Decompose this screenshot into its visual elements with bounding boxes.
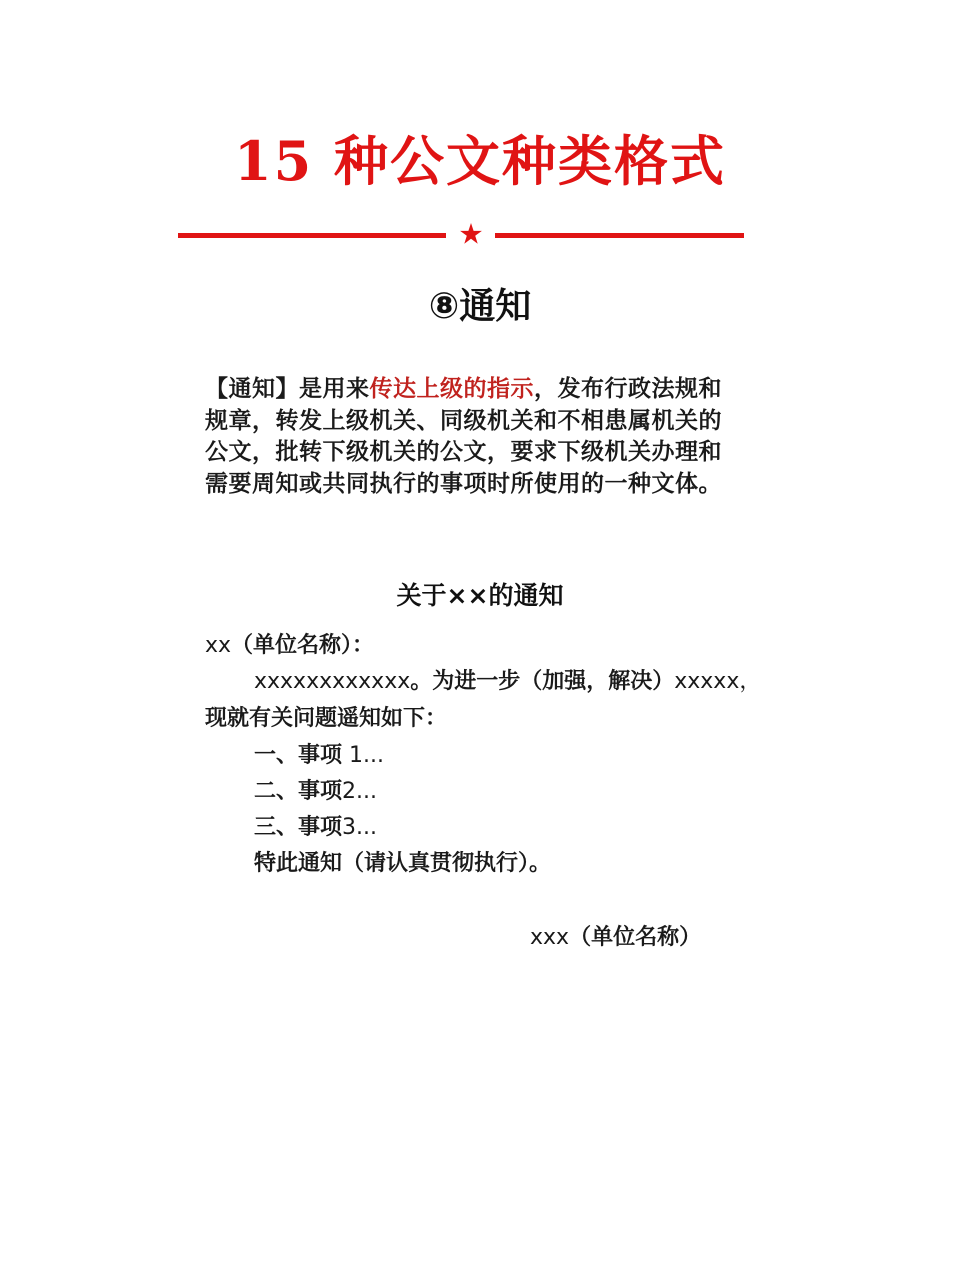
intro-text-1: 是用来 (299, 376, 370, 402)
item-label: 二、事项 (254, 779, 343, 804)
intro-term: 【通知】 (205, 376, 299, 402)
template-item-1 (254, 740, 384, 772)
intro-highlight: 传达上级的指示 (369, 376, 534, 402)
section-title: ⑧通知 (428, 286, 532, 327)
template-heading: 关于××的通知 (396, 581, 564, 610)
page-title: 15 种公文种类格式 (234, 129, 726, 193)
item-number: 3... (342, 815, 377, 840)
divider-left (178, 233, 446, 238)
template-body-line-1 (254, 666, 761, 698)
divider-right (495, 233, 744, 238)
addressee-rest: （单位名称）： (231, 633, 375, 658)
body-mid: 。为进一步（加强，解决） (410, 669, 675, 694)
signature-rest: （单位名称） (569, 925, 702, 950)
template-item-2 (254, 776, 377, 808)
template-addressee (205, 630, 374, 662)
item-number: 2... (342, 779, 377, 804)
item-label: 一、事项 (254, 743, 343, 768)
signature-prefix: xxx (530, 925, 570, 950)
addressee-prefix: xx (205, 633, 232, 658)
template-body-line-2: 现就有关问题遥知如下： (205, 706, 448, 731)
intro-paragraph (205, 374, 745, 500)
template-closing: 特此通知（请认真贯彻执行）。 (254, 851, 552, 876)
intro-text-2: ，发布行政法规和规章，转发上级机关、同级机关和不相患属机关的公文，批转下级机关的公文，要求下级机关办理和需要周知或共同执行的事项时所使用的一种文体。 (205, 376, 722, 497)
item-number: 1... (342, 743, 384, 768)
template-item-3 (254, 812, 377, 844)
body-prefix: xxxxxxxxxxxx (254, 669, 411, 694)
item-label: 三、事项 (254, 815, 343, 840)
template-signature (530, 922, 701, 954)
body-suffix: xxxxx， (674, 669, 762, 694)
star-icon (455, 218, 487, 250)
